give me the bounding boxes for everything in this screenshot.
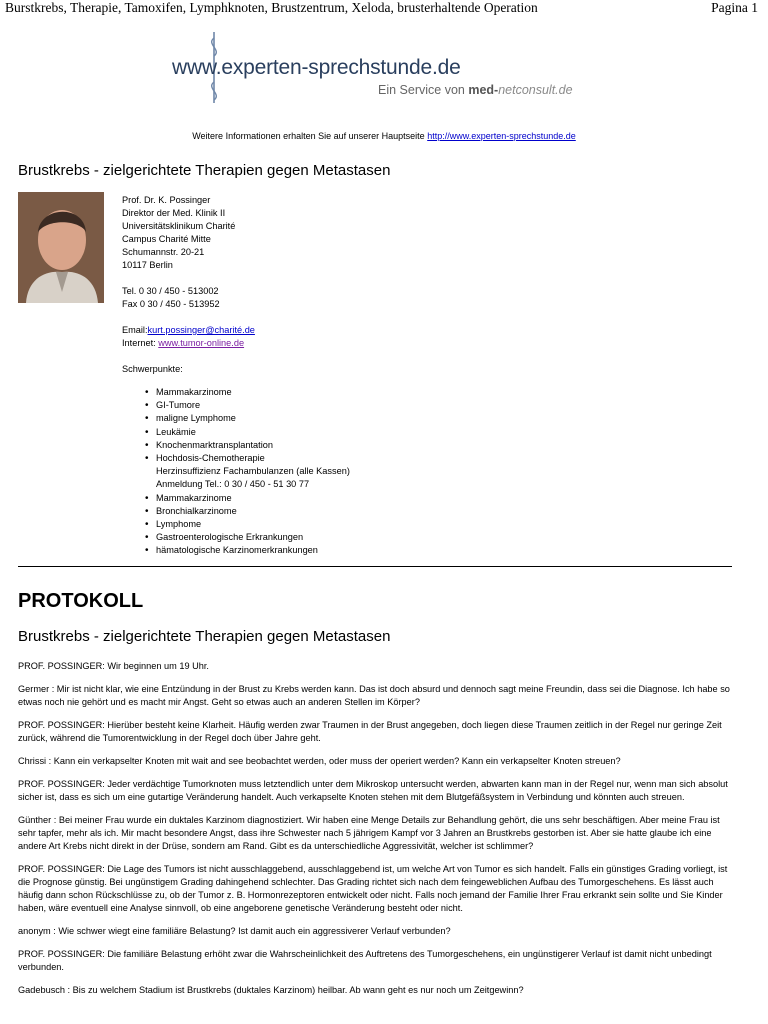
section-divider <box>18 566 732 567</box>
transcript-paragraph: PROF. POSSINGER: Wir beginnen um 19 Uhr. <box>18 661 209 671</box>
protocol-title: Brustkrebs - zielgerichtete Therapien gegen Metastasen <box>18 628 391 645</box>
transcript-paragraph: PROF. POSSINGER: Hierüber besteht keine Klarheit. Häufig werden zwar Traumen in der Brust angegeben, doch liegen diese Traumen zeitlich in der Regel nur geringe Zeit zurück, während die Tumorentwicklung in der Regel doch über Jahre geht. <box>18 720 722 743</box>
transcript-paragraph: Gadebusch : Bis zu welchem Stadium ist Brustkrebs (duktales Karzinom) heilbar. Ab wann geht es nur noch um Zeitgewinn? <box>18 985 524 995</box>
page-title: Brustkrebs - zielgerichtete Therapien gegen Metastasen <box>18 162 391 179</box>
list-item: • Lymphome <box>156 518 350 531</box>
address-line: Universitätsklinikum Charité <box>122 221 236 231</box>
phone: Tel. 0 30 / 450 - 513002 <box>122 286 219 296</box>
list-item: • Gastroenterologische Erkrankungen <box>156 531 350 544</box>
doctor-name: Prof. Dr. K. Possinger <box>122 195 211 205</box>
email-link[interactable]: kurt.possinger@charité.de <box>147 325 255 335</box>
fax: Fax 0 30 / 450 - 513952 <box>122 299 220 309</box>
site-logo[interactable] <box>168 30 588 105</box>
list-item: • Hochdosis-Chemotherapie <box>156 452 350 465</box>
transcript-paragraph: PROF. POSSINGER: Die familiäre Belastung erhöht zwar die Wahrscheinlichkeit des Auftretens des Tumorgeschehens, ein ungünstigerer Verlauf ist damit nicht unbedingt verbunden. <box>18 949 712 972</box>
portrait-illustration-icon <box>18 192 104 303</box>
address-line: Campus Charité Mitte <box>122 234 211 244</box>
list-item: • GI-Tumore <box>156 399 350 412</box>
protocol-heading: PROTOKOLL <box>18 590 144 612</box>
contact-block <box>122 194 350 558</box>
portrait-photo <box>18 192 104 303</box>
page-number: Pagina 1 <box>711 0 758 15</box>
list-subnote: Herzinsuffizienz Fachambulanzen (alle Kassen) <box>156 466 350 477</box>
transcript-paragraph: PROF. POSSINGER: Jeder verdächtige Tumorknoten muss letztendlich unter dem Mikroskop untersucht werden, abwarten kann man in der Regel nur, wenn man sich absolut sicher ist, dass es sich um eine gutartige Veränderung handelt. Auch verkapselte Knoten stehen mit dem Blutgefäßsystem in Verbindung und könnten auch streuen. <box>18 779 728 802</box>
list-item: • Knochenmarktransplantation <box>156 439 350 452</box>
homepage-link[interactable]: http://www.experten-sprechstunde.de <box>427 131 576 141</box>
transcript-paragraph: Germer : Mir ist nicht klar, wie eine Entzündung in der Brust zu Krebs werden kann. Das ist doch absurd und dennoch sagt meine Freundin, dass sei die Diagnose. Ich habe so etwas noch nie gehört und es macht mir Angst. Geht so etwas auch an anderen Stellen im Körper? <box>18 684 730 707</box>
transcript-paragraph: Chrissi : Kann ein verkapselter Knoten mit wait and see beobachtet werden, oder muss der operiert werden? Kann ein verkapselter Knoten streuen? <box>18 756 621 766</box>
transcript-paragraph: anonym : Wie schwer wiegt eine familiäre Belastung? Ist damit auch ein aggressiverer Verlauf verbunden? <box>18 926 451 936</box>
email-line: Email:kurt.possinger@charité.de <box>122 325 255 335</box>
address-line: 10117 Berlin <box>122 260 173 270</box>
focus-label: Schwerpunkte: <box>122 364 183 374</box>
list-item: • Mammakarzinome <box>156 386 350 399</box>
info-text: Weitere Informationen erhalten Sie auf unserer Hauptseite <box>192 131 428 141</box>
info-line <box>0 131 768 141</box>
header-keywords: Burstkrebs, Therapie, Tamoxifen, Lymphknoten, Brustzentrum, Xeloda, brusterhaltende Operation <box>5 0 538 15</box>
list-item: • maligne Lymphome <box>156 412 350 425</box>
list-subnote: Anmeldung Tel.: 0 30 / 450 - 51 30 77 <box>156 479 310 490</box>
protocol-transcript <box>18 660 730 1007</box>
print-header <box>0 0 768 18</box>
list-item: • hämatologische Karzinomerkrankungen <box>156 544 350 557</box>
logo-service: Ein Service von med-netconsult.de <box>378 83 573 97</box>
list-item: • Mammakarzinome <box>156 492 350 505</box>
internet-link[interactable]: www.tumor-online.de <box>158 338 245 348</box>
logo-url: www.experten-sprechstunde.de <box>172 56 461 79</box>
transcript-paragraph: Günther : Bei meiner Frau wurde ein duktales Karzinom diagnostiziert. Wir haben eine Menge Details zur Behandlung gehört, die uns sehr beschäftigen. Aber meine Frau ist sehr tapfer, mehr als ich. Mir macht besondere Angst, dass ihre Schwester nach 5 jährigem Kampf vor 3 Jahren an Brustkrebs gestorben ist. Aber sie hatte glaube ich eine andere Art Krebs nicht direkt in der Drüse, sondern am Rand. Gibt es da unterschiedliche Aggressivität, welcher ist schlimmer? <box>18 815 720 851</box>
internet-line: Internet: www.tumor-online.de <box>122 338 245 348</box>
list-item: • Leukämie <box>156 426 350 439</box>
list-item: • Bronchialkarzinome <box>156 505 350 518</box>
transcript-paragraph: PROF. POSSINGER: Die Lage des Tumors ist nicht ausschlaggebend, ausschlaggebend ist, um welche Art von Tumor es sich handelt. Falls ein günstiges Grading vorliegt, ist die Prognose günstig. Bei ungünstigem Grading dahingehend schlechter. Das Grading richtet sich nach dem feingeweblichen Aufbau des Tumorgeschehens. Es lässt auch häufig dann schon Rückschlüsse zu, ob der Tumor z. B. Hormonrezeptoren entwickelt oder nicht. Falls noch jemand der Familie Ihrer Frau erkrankt sein sollte und Sie Kinder haben, wäre eventuell eine Analyse sinnvoll, ob eine angeborene genetische Veränderung besteht oder nicht. <box>18 864 728 913</box>
address-line: Direktor der Med. Klinik II <box>122 208 226 218</box>
focus-list <box>122 386 350 558</box>
address-line: Schumannstr. 20-21 <box>122 247 205 257</box>
